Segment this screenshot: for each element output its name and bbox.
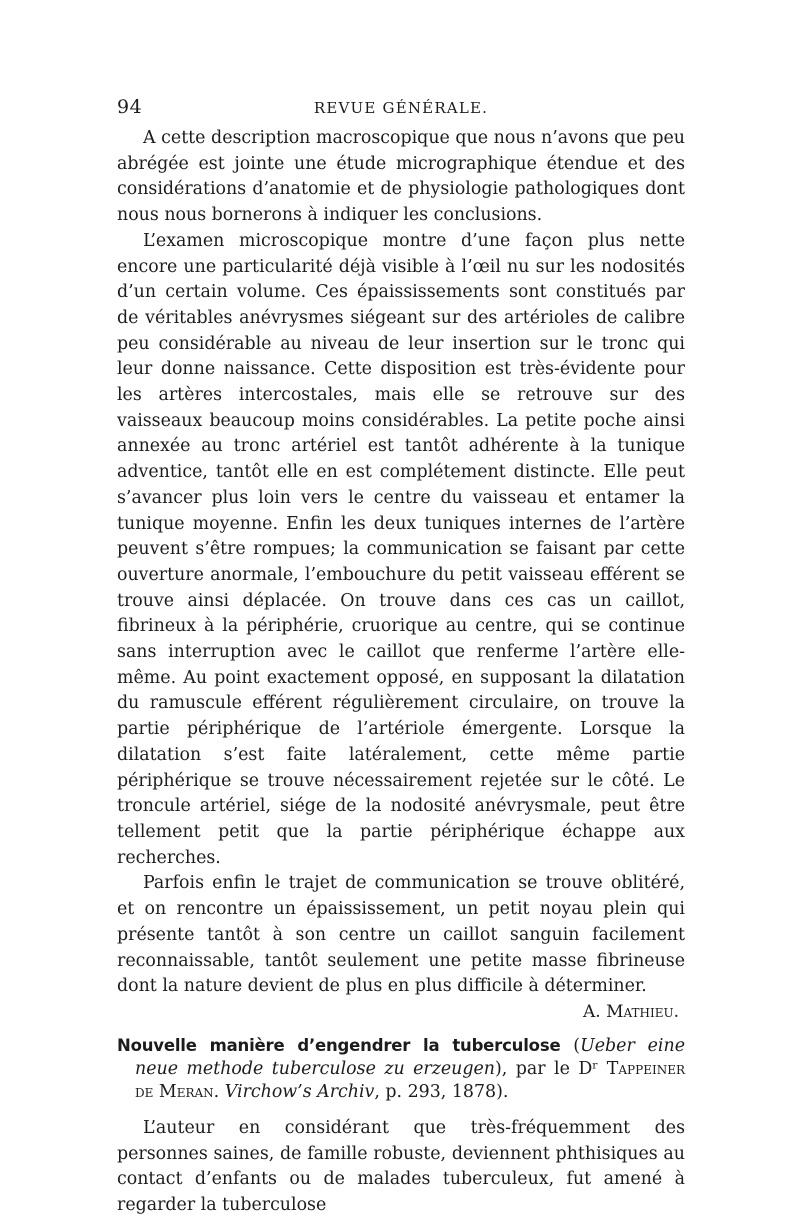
page-number: 94 bbox=[117, 96, 143, 118]
review-pages: p. 293, 1878). bbox=[385, 1081, 509, 1102]
paragraph: L’auteur en considérant que très-fréquemment des personnes saines, de famille robuste, deviennent phthisiques au contact d’enfants ou de malades tuberculeux, fut amené à regarder la tuberculose bbox=[117, 1117, 685, 1216]
review-title: Nouvelle manière d’engendrer la tuberculose bbox=[117, 1035, 561, 1055]
page-header bbox=[117, 96, 685, 126]
article-body bbox=[117, 126, 685, 1000]
paragraph: A cette description macroscopique que nous n’avons que peu abrégée est jointe une étude micrographique étendue et des considérations d’anatomie et de physiologie pathologiques dont nous nous bornerons à indiquer les conclusions. bbox=[117, 128, 685, 226]
paragraph: Parfois enfin le trajet de communication se trouve oblitéré, et on rencontre un épaississement, un petit noyau plein qui présente tantôt à son centre un caillot sanguin facilement reconnaissable, tantôt seulement une petite masse fibrineuse dont la nature devient de plus en plus difficile à déterminer. bbox=[117, 873, 685, 997]
review-author: Dʳ Tappeiner de Meran. bbox=[135, 1058, 685, 1102]
original-title: Ueber eine neue methode tuberculose zu erzeugen bbox=[135, 1035, 685, 1079]
review-heading: Nouvelle manière d’engendrer la tuberculose (Ueber eine neue methode tuberculose zu erzeugen), par le Dʳ Tappeiner de Meran. Virchow’s Archiv, p. 293, 1878). bbox=[117, 1035, 685, 1102]
author-signature bbox=[117, 1002, 679, 1022]
paragraph: L’examen microscopique montre d’une façon plus nette encore une particularité déjà visible à l’œil nu sur les nodosités d’un certain volume. Ces épaississements sont constitués par de véritables anévrysmes siégeant sur des artérioles de calibre peu considérable au niveau de leur insertion sur le tronc qui leur donne naissance. Cette disposition est très-évidente pour les artères intercostales, mais elle se retrouve sur des vaisseaux beaucoup moins considérables. La petite poche ainsi annexée au tronc artériel est tantôt adhérente à la tunique adventice, tantôt elle en est complétement distincte. Elle peut s’avancer plus loin vers le centre du vaisseau et entamer la tunique moyenne. Enfin les deux tuniques internes de l’artère peuvent s’être rompues; la communication se faisant par cette ouverture anormale, l’embouchure du petit vaisseau efférent se trouve ainsi déplacée. On trouve dans ces cas un caillot, fibrineux à la périphérie, cruorique au centre, qui se continue sans interruption avec le caillot que renferme l’artère elle-même. Au point exactement opposé, en supposant la dilatation du ramuscule efférent régulièrement circulaire, on trouve la partie périphérique de l’artériole émergente. Lorsque la dilatation s’est faite latéralement, cette même partie périphérique se trouve nécessairement rejetée sur le côté. Le troncule artériel, siége de la nodosité anévrysmale, peut être tellement petit que la partie périphérique échappe aux recherches. bbox=[117, 230, 685, 868]
page bbox=[117, 96, 685, 1219]
signature-text: A. Mathieu. bbox=[583, 1001, 679, 1022]
review-by: par le bbox=[515, 1058, 570, 1079]
review-journal: Virchow’s Archiv bbox=[224, 1081, 375, 1102]
running-title: REVUE GÉNÉRALE. bbox=[313, 99, 489, 117]
